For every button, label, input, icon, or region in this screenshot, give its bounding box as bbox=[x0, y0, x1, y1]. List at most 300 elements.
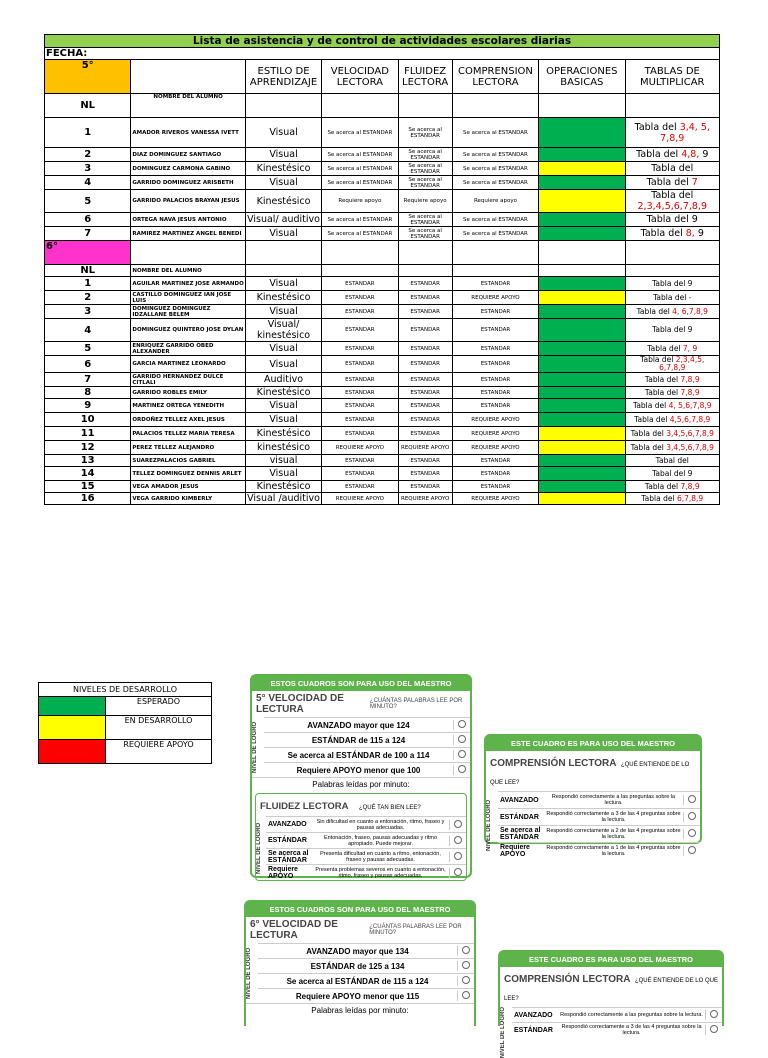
student-row bbox=[45, 356, 720, 373]
student-name: DOMINGUEZ QUINTERO JOSE DYLAN bbox=[131, 319, 246, 342]
level-row bbox=[258, 943, 474, 958]
tables-pending: 3,4,5,6,7,8,9 bbox=[666, 442, 714, 452]
operations-status bbox=[539, 387, 625, 399]
level-row bbox=[266, 848, 466, 864]
reading-fluency: ESTANDAR bbox=[398, 277, 452, 291]
nl-header: NL bbox=[45, 265, 131, 277]
reading-fluency: Se acerca al ESTANDAR bbox=[398, 176, 452, 190]
legend-label-support: REQUIERE APOYO bbox=[106, 740, 212, 764]
reading-speed: ESTANDAR bbox=[322, 399, 398, 413]
tables-prefix: Tabla del bbox=[632, 400, 669, 410]
reading-speed: ESTANDAR bbox=[322, 413, 398, 427]
reading-comprehension: Se acerca al ESTANDAR bbox=[452, 148, 538, 162]
student-name: GARRIDO ROBLES EMILY bbox=[131, 387, 246, 399]
operations-status bbox=[539, 356, 625, 373]
multiplication-tables bbox=[625, 493, 719, 505]
multiplication-tables bbox=[625, 481, 719, 493]
student-row bbox=[45, 387, 720, 399]
tables-prefix: Tabla del bbox=[651, 190, 694, 201]
reading-fluency: ESTANDAR bbox=[398, 291, 452, 305]
card-head: ESTE CUADRO ES PARA USO DEL MAESTRO bbox=[500, 952, 722, 967]
check-circle-icon[interactable] bbox=[449, 868, 466, 878]
tables-prefix: Tabla del 9 bbox=[652, 325, 693, 334]
reading-comprehension: Se acerca al ESTANDAR bbox=[452, 176, 538, 190]
fecha-label: FECHA: bbox=[45, 48, 720, 60]
level-name: AVANZADO bbox=[514, 1011, 553, 1019]
level-name: Requiere APOYO bbox=[500, 844, 530, 858]
learning-style: visual bbox=[245, 455, 321, 467]
tables-pending: 4, 5,6,7,8,9 bbox=[668, 400, 712, 410]
check-circle-icon[interactable] bbox=[449, 852, 466, 862]
tables-pending: 7 bbox=[691, 177, 698, 188]
row-nl: 6 bbox=[45, 356, 131, 373]
tables-pending: 4,8, bbox=[681, 149, 700, 160]
tables-prefix: Tabla del bbox=[644, 374, 681, 384]
tables-suffix: 9 bbox=[694, 228, 704, 239]
student-name: PEREZ TELLEZ ALEJANDRO bbox=[131, 441, 246, 455]
student-name: SUAREZPALACIOS GABRIEL bbox=[131, 455, 246, 467]
check-circle-icon[interactable] bbox=[449, 820, 466, 830]
level-description: Respondió correctamente a 3 de las 4 preguntas sobre la lectura. bbox=[546, 811, 681, 823]
row-nl: 4 bbox=[45, 176, 131, 190]
row-nl: 2 bbox=[45, 148, 131, 162]
level-row bbox=[264, 732, 470, 747]
row-nl: 13 bbox=[45, 455, 131, 467]
level-name: Requiere APOYO bbox=[268, 865, 298, 880]
learning-style: Visual bbox=[245, 356, 321, 373]
reading-comprehension: Se acerca al ESTANDAR bbox=[452, 227, 538, 241]
legend-swatch-green bbox=[39, 697, 106, 716]
level-row bbox=[264, 762, 470, 777]
tables-prefix: Tabla del bbox=[636, 149, 682, 160]
level-row bbox=[498, 825, 700, 842]
check-circle-icon[interactable] bbox=[683, 846, 700, 856]
check-circle-icon[interactable] bbox=[683, 829, 700, 839]
level-text: AVANZADO mayor que 134 bbox=[306, 946, 409, 956]
level-row bbox=[266, 816, 466, 832]
student-name: PALACIOS TELLEZ MARIA TERESA bbox=[131, 427, 246, 441]
level-row bbox=[264, 717, 470, 732]
tables-pending: 7, 9 bbox=[682, 343, 698, 353]
row-nl: 1 bbox=[45, 118, 131, 148]
check-circle-icon[interactable] bbox=[457, 946, 474, 956]
multiplication-tables bbox=[625, 387, 719, 399]
operations-status bbox=[539, 305, 625, 319]
check-circle-icon[interactable] bbox=[705, 1025, 722, 1035]
multiplication-tables bbox=[625, 441, 719, 455]
operations-status bbox=[539, 277, 625, 291]
reading-fluency: ESTANDAR bbox=[398, 413, 452, 427]
learning-style: Visual/ auditivo bbox=[247, 214, 320, 225]
card-title-speed6: 6° VELOCIDAD DE LECTURA bbox=[250, 919, 338, 941]
reading-fluency: Se acerca al ESTANDAR bbox=[398, 148, 452, 162]
nivel-label: NIVEL DE LOGRO bbox=[252, 721, 258, 773]
reading-speed: ESTANDAR bbox=[322, 319, 398, 342]
level-row bbox=[266, 832, 466, 848]
tables-pending: - bbox=[688, 292, 692, 302]
legend-title: NIVELES DE DESARROLLO bbox=[39, 683, 212, 697]
student-row bbox=[45, 319, 720, 342]
tables-prefix: Tabla del bbox=[651, 163, 694, 174]
tables-prefix: Tabla del bbox=[640, 228, 686, 239]
legend-swatch-red bbox=[39, 740, 106, 764]
reading-speed: Se acerca al ESTANDAR bbox=[322, 213, 398, 227]
tables-prefix: Tabal del 9 bbox=[652, 468, 693, 478]
reading-comprehension: REQUIERE APOYO bbox=[452, 441, 538, 455]
reading-speed: ESTANDAR bbox=[322, 356, 398, 373]
tables-prefix: Tabla del bbox=[630, 428, 667, 438]
learning-style: Visual/ kinestésico bbox=[245, 319, 321, 342]
tables-prefix: Tabla del bbox=[644, 481, 681, 491]
card-title-fluency: FLUIDEZ LECTORA bbox=[260, 801, 349, 812]
card-question: ¿CUÁNTAS PALABRAS LEE POR MINUTO? bbox=[369, 924, 462, 936]
grade-6-label: 6° bbox=[45, 241, 131, 265]
level-description: Respondió correctamente a 2 de las 4 preguntas sobre la lectura. bbox=[546, 828, 681, 840]
operations-status bbox=[539, 373, 625, 387]
check-circle-icon[interactable] bbox=[449, 836, 466, 846]
comprehension-question: ¿QUÉ ENTIENDE DE LO QUE LEE? bbox=[490, 762, 690, 786]
student-row bbox=[45, 427, 720, 441]
card-title-speed5: 5° VELOCIDAD DE LECTURA bbox=[256, 693, 344, 715]
tables-prefix: Tabla del bbox=[653, 292, 689, 302]
tables-prefix: Tabal del bbox=[655, 455, 689, 465]
check-circle-icon[interactable] bbox=[683, 812, 700, 822]
student-name: MARTINEZ ORTEGA YENEDITH bbox=[131, 399, 246, 413]
card-title-comprehension: COMPRENSIÓN LECTORA bbox=[504, 974, 631, 985]
reading-comprehension: ESTANDAR bbox=[452, 387, 538, 399]
operations-status bbox=[539, 291, 625, 305]
tables-prefix: Tabla del bbox=[636, 306, 673, 316]
reading-comprehension: ESTANDAR bbox=[452, 467, 538, 481]
learning-style: Visual bbox=[245, 227, 321, 241]
card-head: ESTOS CUADROS SON PARA USO DEL MAESTRO bbox=[246, 902, 474, 917]
reading-fluency: ESTANDAR bbox=[398, 305, 452, 319]
multiplication-tables bbox=[625, 427, 719, 441]
student-row bbox=[45, 455, 720, 467]
level-row bbox=[258, 973, 474, 988]
row-nl: 2 bbox=[45, 291, 131, 305]
tables-prefix: Tabla del bbox=[634, 121, 680, 133]
level-description: Respondió correctamente a las preguntas sobre la lectura. bbox=[551, 794, 676, 806]
multiplication-tables bbox=[625, 305, 719, 319]
student-name: ENRIQUEZ GARRIDO OBED ALEXANDER bbox=[131, 342, 246, 356]
student-name: DOMINGUEZ CARMONA GABINO bbox=[131, 162, 246, 176]
attendance-table bbox=[44, 34, 720, 505]
legend-table bbox=[38, 682, 212, 764]
student-name: DIAZ DOMINGUEZ SANTIAGO bbox=[131, 148, 246, 162]
reading-fluency: ESTANDAR bbox=[398, 427, 452, 441]
reading-speed: REQUIERE APOYO bbox=[322, 441, 398, 455]
attendance-sheet bbox=[44, 34, 720, 505]
card-question: ¿CUÁNTAS PALABRAS LEE POR MINUTO? bbox=[369, 698, 463, 710]
reading-comprehension: ESTANDAR bbox=[452, 399, 538, 413]
operations-status bbox=[539, 342, 625, 356]
header-fluency: FLUIDEZ LECTORA bbox=[398, 60, 452, 94]
operations-status bbox=[539, 227, 625, 241]
check-circle-icon[interactable] bbox=[705, 1010, 722, 1020]
check-circle-icon[interactable] bbox=[453, 750, 470, 760]
student-name: ORTEGA NAVA JESUS ANTONIO bbox=[131, 213, 246, 227]
student-row bbox=[45, 441, 720, 455]
reading-speed: Requiere apoyo bbox=[322, 190, 398, 213]
student-row bbox=[45, 493, 720, 505]
student-name: AGUILAR MARTINEZ JOSE ARMANDO bbox=[131, 277, 246, 291]
level-description: Sin dificultad en cuanto a entonación, ritmo, fraseo y pausas adecuadas. bbox=[316, 818, 445, 831]
student-row bbox=[45, 190, 720, 213]
tables-pending: 4,5,6,7,8,9 bbox=[669, 414, 711, 424]
student-name: TELLEZ DOMINGUEZ DENNIS ARLET bbox=[131, 467, 246, 481]
student-row bbox=[45, 413, 720, 427]
level-description: Respondió correctamente a 1 de las 4 preguntas sobre la lectura. bbox=[546, 845, 681, 857]
student-row bbox=[45, 118, 720, 148]
student-name: ORDOÑEZ TELLEZ AXEL JESUS bbox=[131, 413, 246, 427]
reading-comprehension: ESTANDAR bbox=[452, 455, 538, 467]
level-name: AVANZADO bbox=[268, 821, 307, 828]
student-name: CASTILLO DOMINGUEZ IAN JOSE LUIS bbox=[131, 291, 246, 305]
multiplication-tables bbox=[625, 319, 719, 342]
reading-comprehension: REQUIERE APOYO bbox=[452, 493, 538, 505]
nivel-label: NIVEL DE LOGRO bbox=[246, 947, 252, 999]
reading-comprehension: ESTANDAR bbox=[452, 342, 538, 356]
level-description: Presenta problemas severos en cuanto a entonación, ritmo, fraseo y pausas adecuadas. bbox=[315, 866, 446, 879]
multiplication-tables bbox=[625, 455, 719, 467]
level-description: Respondió correctamente a las preguntas sobre la lectura. bbox=[560, 1012, 703, 1018]
reading-speed: ESTANDAR bbox=[322, 467, 398, 481]
level-row bbox=[266, 864, 466, 880]
operations-status bbox=[539, 213, 625, 227]
header-speed: VELOCIDAD LECTORA bbox=[322, 60, 398, 94]
check-circle-icon[interactable] bbox=[683, 795, 700, 805]
multiplication-tables bbox=[625, 373, 719, 387]
multiplication-tables bbox=[625, 291, 719, 305]
multiplication-tables bbox=[625, 176, 719, 190]
tables-prefix: Tabla del bbox=[644, 387, 681, 397]
legend-swatch-yellow bbox=[39, 716, 106, 740]
student-name: GARRIDO PALACIOS BRAYAN JESUS bbox=[131, 190, 246, 213]
level-description: Presenta dificultad en cuanto a ritmo, entonación, fraseo y pausas adecuadas. bbox=[320, 850, 441, 863]
level-row bbox=[258, 958, 474, 973]
operations-status bbox=[539, 481, 625, 493]
card-grade5-reading bbox=[250, 674, 472, 878]
reading-fluency: ESTANDAR bbox=[398, 356, 452, 373]
student-row bbox=[45, 176, 720, 190]
row-nl: 3 bbox=[45, 305, 131, 319]
tables-pending: 7,8,9 bbox=[680, 387, 700, 397]
row-nl: 16 bbox=[45, 493, 131, 505]
learning-style: Kinestésico bbox=[245, 190, 321, 213]
reading-fluency: Se acerca al ESTANDAR bbox=[398, 118, 452, 148]
reading-comprehension: ESTANDAR bbox=[452, 277, 538, 291]
name-header: NOMBRE DEL ALUMNO bbox=[131, 94, 246, 118]
operations-status bbox=[539, 162, 625, 176]
reading-fluency: ESTANDAR bbox=[398, 455, 452, 467]
tables-suffix: 9 bbox=[699, 149, 709, 160]
student-row bbox=[45, 305, 720, 319]
operations-status bbox=[539, 493, 625, 505]
student-row bbox=[45, 291, 720, 305]
row-nl: 3 bbox=[45, 162, 131, 176]
card-head: ESTE CUADRO ES PARA USO DEL MAESTRO bbox=[486, 736, 700, 751]
tables-pending: 3,4, 5, 7,8,9 bbox=[660, 121, 710, 144]
learning-style: Visual bbox=[245, 399, 321, 413]
reading-speed: Se acerca al ESTANDAR bbox=[322, 148, 398, 162]
student-name: GARCIA MARTINEZ LEONARDO bbox=[131, 356, 246, 373]
level-name: ESTÁNDAR bbox=[500, 813, 539, 821]
reading-comprehension: ESTANDAR bbox=[452, 481, 538, 493]
check-circle-icon[interactable] bbox=[457, 991, 474, 1001]
learning-style: Kinestésico bbox=[245, 481, 321, 493]
reading-fluency: ESTANDAR bbox=[398, 373, 452, 387]
row-nl: 9 bbox=[45, 399, 131, 413]
multiplication-tables bbox=[625, 399, 719, 413]
multiplication-tables bbox=[625, 118, 719, 148]
level-description: Entonación, fraseo, pausas adecuadas y ritmo apropiado. Puede mejorar. bbox=[323, 834, 438, 847]
student-row bbox=[45, 148, 720, 162]
reading-speed: ESTANDAR bbox=[322, 305, 398, 319]
reading-fluency: ESTANDAR bbox=[398, 342, 452, 356]
row-nl: 10 bbox=[45, 413, 131, 427]
tables-prefix: Tabla del bbox=[630, 442, 667, 452]
check-circle-icon[interactable] bbox=[457, 961, 474, 971]
level-text: Requiere APOYO menor que 100 bbox=[296, 765, 421, 775]
tables-pending: 4, 6,7,8,9 bbox=[672, 306, 708, 316]
student-row bbox=[45, 277, 720, 291]
operations-status bbox=[539, 427, 625, 441]
check-circle-icon[interactable] bbox=[453, 720, 470, 730]
reading-fluency: Requiere apoyo bbox=[398, 190, 452, 213]
student-name: RAMIREZ MARTINEZ ANGEL BENEDI bbox=[131, 227, 246, 241]
level-row bbox=[498, 808, 700, 825]
header-style: ESTILO DE APRENDIZAJE bbox=[245, 60, 321, 94]
operations-status bbox=[539, 399, 625, 413]
learning-style: Visual bbox=[245, 467, 321, 481]
reading-fluency: ESTANDAR bbox=[398, 319, 452, 342]
reading-speed: Se acerca al ESTANDAR bbox=[322, 118, 398, 148]
reading-comprehension: REQUIERE APOYO bbox=[452, 427, 538, 441]
tables-prefix: Tabla del bbox=[634, 414, 670, 424]
operations-status bbox=[539, 118, 625, 148]
level-text: Requiere APOYO menor que 115 bbox=[295, 991, 420, 1001]
reading-fluency: ESTANDAR bbox=[398, 399, 452, 413]
reading-comprehension: REQUIERE APOYO bbox=[452, 291, 538, 305]
reading-fluency: Se acerca al ESTANDAR bbox=[398, 162, 452, 176]
header-operations: OPERACIONES BASICAS bbox=[539, 60, 625, 94]
sheet-title: Lista de asistencia y de control de actividades escolares diarias bbox=[45, 35, 720, 48]
reading-fluency: REQUIERE APOYO bbox=[398, 493, 452, 505]
words-per-minute-label: Palabras leídas por minuto: bbox=[252, 777, 470, 791]
grade-5-label: 5° bbox=[45, 60, 131, 94]
learning-style: Visual bbox=[245, 118, 321, 148]
tables-prefix: Tabla del bbox=[646, 177, 692, 188]
level-row bbox=[512, 1007, 722, 1022]
row-nl: 14 bbox=[45, 467, 131, 481]
reading-comprehension: Se acerca al ESTANDAR bbox=[452, 213, 538, 227]
tables-prefix: Tabla del bbox=[640, 355, 676, 364]
level-name: Se acerca al ESTÁNDAR bbox=[500, 827, 541, 841]
tables-prefix: Tabla del bbox=[647, 343, 683, 353]
tables-pending: 8, bbox=[685, 228, 695, 239]
check-circle-icon[interactable] bbox=[453, 735, 470, 745]
row-nl: 5 bbox=[45, 190, 131, 213]
reading-speed: ESTANDAR bbox=[322, 291, 398, 305]
card-grade6-comprehension bbox=[498, 950, 724, 1058]
student-name: GARRIDO DOMINGUEZ ARISBETH bbox=[131, 176, 246, 190]
operations-status bbox=[539, 413, 625, 427]
multiplication-tables bbox=[625, 356, 719, 373]
operations-status bbox=[539, 148, 625, 162]
multiplication-tables bbox=[625, 190, 719, 213]
reading-speed: REQUIERE APOYO bbox=[322, 493, 398, 505]
reading-speed: Se acerca al ESTANDAR bbox=[322, 176, 398, 190]
legend-label-expected: ESPERADO bbox=[106, 697, 212, 716]
tables-prefix: Tabla del 9 bbox=[646, 214, 698, 225]
learning-style: Visual bbox=[245, 305, 321, 319]
operations-status bbox=[539, 455, 625, 467]
student-row bbox=[45, 481, 720, 493]
level-row bbox=[264, 747, 470, 762]
reading-fluency: ESTANDAR bbox=[398, 467, 452, 481]
learning-style: Visual bbox=[245, 277, 321, 291]
learning-style: Visual /auditivo bbox=[247, 493, 320, 504]
reading-fluency: REQUIERE APOYO bbox=[398, 441, 452, 455]
card-grade5-comprehension bbox=[484, 734, 702, 858]
student-row bbox=[45, 467, 720, 481]
header-tables: TABLAS DE MULTIPLICAR bbox=[625, 60, 719, 94]
reading-comprehension: ESTANDAR bbox=[452, 356, 538, 373]
learning-style: Kinestésico bbox=[245, 291, 321, 305]
level-text: ESTÁNDAR de 125 a 134 bbox=[310, 961, 405, 971]
multiplication-tables bbox=[625, 162, 719, 176]
multiplication-tables bbox=[625, 148, 719, 162]
tables-pending: 6,7,8,9 bbox=[676, 493, 704, 503]
card-grade6-reading bbox=[244, 900, 476, 1026]
row-nl: 1 bbox=[45, 277, 131, 291]
student-row bbox=[45, 373, 720, 387]
learning-style: Auditivo bbox=[245, 373, 321, 387]
check-circle-icon[interactable] bbox=[457, 976, 474, 986]
reading-speed: ESTANDAR bbox=[322, 277, 398, 291]
row-nl: 7 bbox=[45, 373, 131, 387]
reading-comprehension: ESTANDAR bbox=[452, 305, 538, 319]
level-text: Se acerca al ESTÁNDAR de 100 a 114 bbox=[287, 750, 430, 760]
header-comprehension: COMPRENSION LECTORA bbox=[452, 60, 538, 94]
level-description: Respondió correctamente a 3 de las 4 preguntas sobre la lectura. bbox=[561, 1024, 702, 1036]
level-name: ESTÁNDAR bbox=[268, 837, 307, 844]
reading-speed: ESTANDAR bbox=[322, 455, 398, 467]
reading-comprehension: ESTANDAR bbox=[452, 319, 538, 342]
tables-pending: 7,8,9 bbox=[680, 374, 700, 384]
row-nl: 7 bbox=[45, 227, 131, 241]
tables-pending: 7,8,9 bbox=[680, 481, 700, 491]
check-circle-icon[interactable] bbox=[453, 765, 470, 775]
level-text: Se acerca al ESTÁNDAR de 115 a 124 bbox=[286, 976, 429, 986]
nivel-label: NIVEL DE LOGRO bbox=[500, 1007, 506, 1058]
tables-prefix: Tabla del 9 bbox=[652, 278, 693, 288]
tables-pending: 2,3,4,5, 6,7,8,9 bbox=[659, 355, 705, 372]
operations-status bbox=[539, 190, 625, 213]
reading-speed: ESTANDAR bbox=[322, 427, 398, 441]
operations-status bbox=[539, 176, 625, 190]
legend-label-developing: EN DESARROLLO bbox=[106, 716, 212, 740]
learning-style: Visual bbox=[245, 176, 321, 190]
reading-speed: ESTANDAR bbox=[322, 387, 398, 399]
student-name: DOMINGUEZ DOMINGUEZ IDZALLANE BELEM bbox=[131, 305, 246, 319]
level-text: AVANZADO mayor que 124 bbox=[307, 720, 410, 730]
multiplication-tables bbox=[625, 342, 719, 356]
row-nl: 12 bbox=[45, 441, 131, 455]
reading-fluency: Se acerca al ESTANDAR bbox=[398, 227, 452, 241]
nl-header: NL bbox=[45, 94, 131, 118]
